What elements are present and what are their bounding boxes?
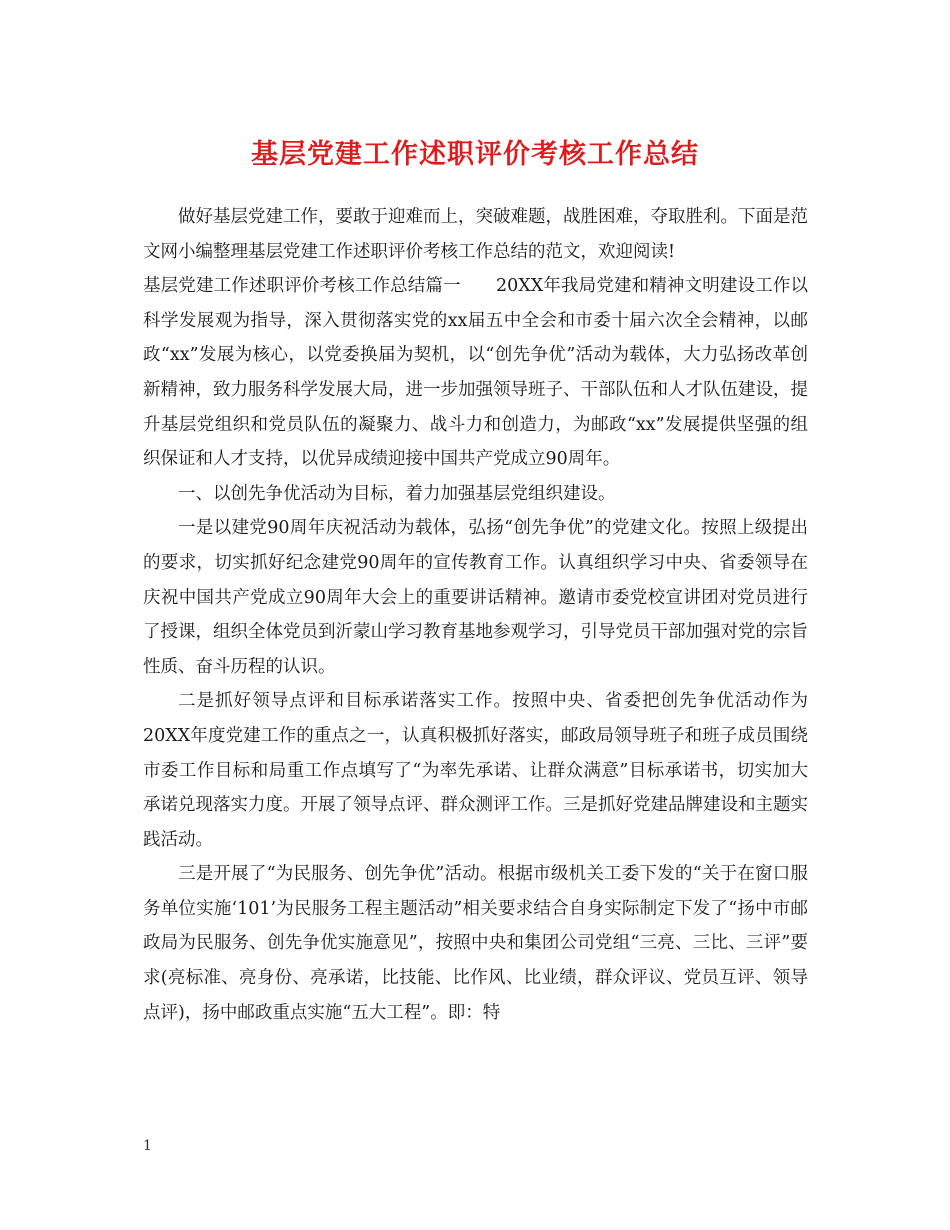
paragraph-intro: 做好基层党建工作，要敢于迎难而上，突破难题，战胜困难，夺取胜利。下面是范文网小编整理基层党建工作述职评价考核工作总结的范文，欢迎阅读! (143, 207, 808, 262)
paragraph-item-one: 一是以建党90周年庆祝活动为载体，弘扬“创先争优”的党建文化。按照上级提出的要求，切实抓好纪念建党90周年的宣传教育工作。认真组织学习中央、省委领导在庆祝中国共产党成立90周年大会上的重要讲话精神。邀请市委党校宣讲团对党员进行了授课，组织全体党员到沂蒙山学习教育基地参观学习，引导党员干部加强对党的宗旨性质、奋斗历程的认识。 (143, 518, 808, 677)
paragraph-item-three: 三是开展了“为民服务、创先争优”活动。根据市级机关工委下发的“关于在窗口服务单位实施‘101’为民服务工程主题活动”相关要求结合自身实际制定下发了“扬中市邮政局为民服务、创先争优实施意见”，按照中央和集团公司党组“三亮、三比、三评”要求(亮标准、亮身份、亮承诺，比技能、比作风、比业绩，群众评议、党员互评、领导点评)，扬中邮政重点实施“五大工程”。即：特 (143, 864, 808, 1023)
paragraph-section-heading: 一、以创先争优活动为目标，着力加强基层党组织建设。 (178, 483, 616, 504)
paragraph-part-one: 基层党建工作述职评价考核工作总结篇一 20XX年我局党建和精神文明建设工作以科学发展观为指导，深入贯彻落实党的xx届五中全会和市委十届六次全会精神，以邮政“xx”发展为核心，以党委换届为契机，以“创先争优”活动为载体，大力弘扬改革创新精神，致力服务科学发展大局，进一步加强领导班子、干部队伍和人才队伍建设，提升基层党组织和党员队伍的凝聚力、战斗力和创造力，为邮政“xx”发展提供坚强的组织保证和人才支持，以优异成绩迎接中国共产党成立90周年。 (143, 276, 808, 470)
page-number: 1 (143, 1138, 152, 1154)
document-title: 基层党建工作述职评价考核工作总结 (251, 139, 699, 170)
paragraph-item-two: 二是抓好领导点评和目标承诺落实工作。按照中央、省委把创先争优活动作为20XX年度党建工作的重点之一，认真积极抓好落实，邮政局领导班子和班子成员围绕市委工作目标和局重工作点填写了“为率先承诺、让群众满意”目标承诺书，切实加大承诺兑现落实力度。开展了领导点评、群众测评工作。三是抓好党建品牌建设和主题实践活动。 (143, 691, 808, 850)
document-body (143, 200, 808, 1030)
